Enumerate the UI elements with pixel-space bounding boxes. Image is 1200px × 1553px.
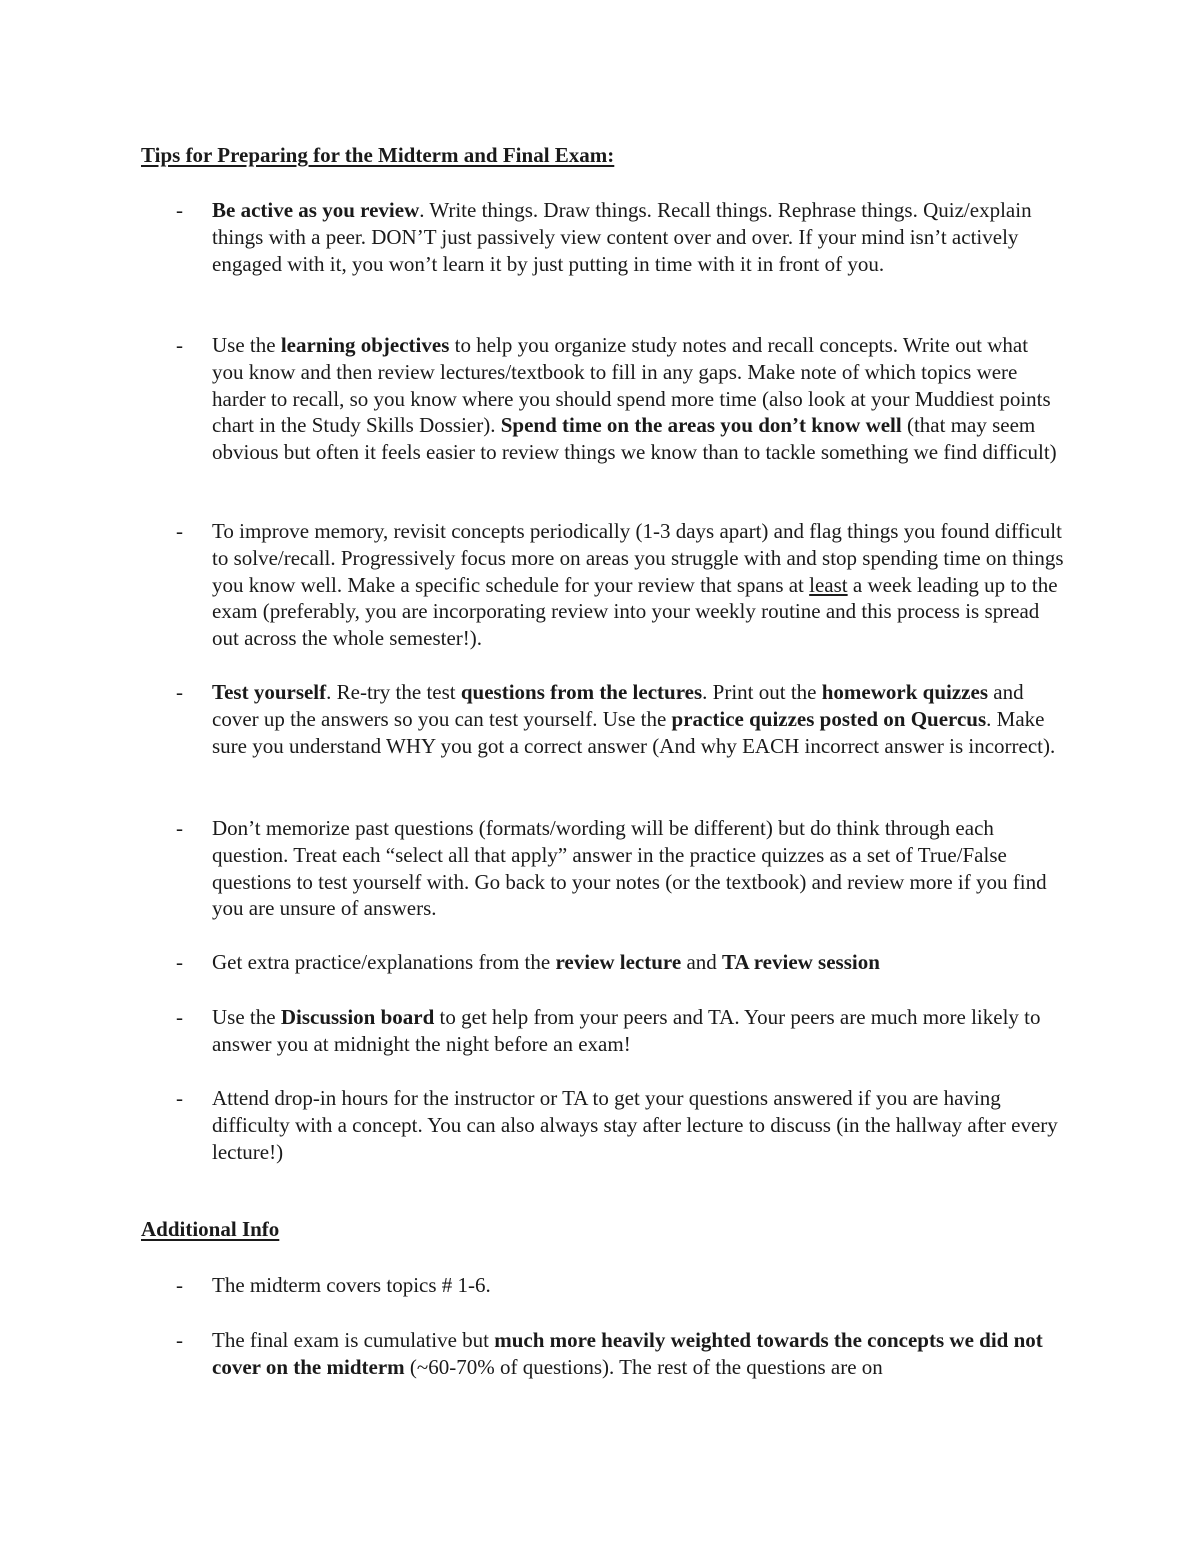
bullet-dash: -	[176, 1086, 183, 1110]
bold-text-run: practice quizzes posted on Quercus	[671, 706, 987, 731]
text-run: Attend drop-in hours for the instructor or TA to get your questions answered if you are having difficulty with a concept. You can also always stay after lecture to discuss (in the hallway after every lecture!)	[212, 1086, 1058, 1164]
list-item-text	[212, 815, 1064, 922]
bold-text-run: Spend time on the areas you don’t know well	[500, 413, 902, 438]
bullet-dash: -	[176, 816, 183, 840]
list-item-text	[212, 1327, 1064, 1381]
text-run: (~60-70% of questions). The rest of the questions are on	[404, 1354, 883, 1379]
text-run: (that may seem obvious but often it feels easier to review things we know than to tackle something we find difficult)	[212, 413, 1057, 465]
list-item-text	[212, 949, 1064, 976]
bold-text-run: much more heavily weighted towards the concepts we did not cover on the midterm	[212, 1328, 1043, 1379]
bullet-dash: -	[176, 198, 183, 222]
text-run: and	[681, 950, 723, 974]
text-run: a week leading up to the exam (preferably, you are incorporating review into your weekly routine and this process is spread out across the whole semester!).	[212, 572, 1058, 651]
bullet-dash: -	[176, 1273, 183, 1297]
text-run: . Print out the	[702, 680, 822, 704]
bold-text-run: Discussion board	[280, 1005, 435, 1029]
text-run: Don’t memorize past questions (formats/wording will be different) but do think through each question. Treat each “select all that apply” answer in the practice quizzes as a set of True/False questions to test yourself with. Go back to your notes (or the textbook) and review more if you find you are unsure of answers.	[212, 816, 1047, 921]
bold-text-run: learning objectives	[280, 333, 450, 357]
section-heading-tips: Tips for Preparing for the Midterm and Final Exam:	[141, 143, 615, 167]
bullet-dash: -	[176, 1328, 183, 1352]
text-run: Get extra practice/explanations from the	[212, 950, 556, 974]
text-run: Use the	[212, 333, 281, 357]
list-item-text	[212, 679, 1064, 759]
bullet-dash: -	[176, 950, 183, 974]
text-run: and cover up the answers so you can test yourself. Use the	[212, 680, 1024, 731]
section-heading-additional-info: Additional Info	[141, 1217, 280, 1241]
bullet-dash: -	[176, 333, 183, 357]
text-run: . Re-try the test	[326, 680, 461, 704]
bold-text-run: Be active as you review	[212, 198, 420, 222]
list-item-text	[212, 1004, 1064, 1058]
bold-text-run: Test yourself	[212, 680, 327, 704]
list-item-text	[212, 332, 1064, 466]
bullet-dash: -	[176, 519, 183, 543]
bold-text-run: review lecture	[555, 950, 682, 974]
list-item-text	[212, 518, 1064, 652]
text-run: . Write things. Draw things. Recall things. Rephrase things. Quiz/explain things with a peer. DON’T just passively view content over and over. If your mind isn’t actively engaged with it, you won’t learn it by just putting in time with it in front of you.	[212, 198, 1032, 276]
text-run: . Make sure you understand WHY you got a correct answer (And why EACH incorrect answer is incorrect).	[212, 706, 1056, 758]
text-run: To improve memory, revisit concepts periodically (1-3 days apart) and flag things you found difficult to solve/recall. Progressively focus more on areas you struggle with and stop spending time on things you know well. Make a specific schedule for your review that spans at	[212, 519, 1064, 597]
bullet-dash: -	[176, 1005, 183, 1029]
list-item-text	[212, 1085, 1064, 1165]
bold-text-run: TA review session	[722, 950, 880, 974]
text-run: The midterm covers topics # 1-6.	[212, 1273, 491, 1297]
text-run: Use the	[212, 1005, 281, 1029]
text-run: to get help from your peers and TA. Your peers are much more likely to answer you at midnight the night before an exam!	[212, 1005, 1041, 1056]
bullet-dash: -	[176, 680, 183, 704]
bold-text-run: homework quizzes	[821, 680, 988, 704]
text-run: The final exam is cumulative but	[212, 1328, 495, 1352]
list-item-text	[212, 197, 1064, 277]
text-run: to help you organize study notes and recall concepts. Write out what you know and then review lectures/textbook to fill in any gaps. Make note of which topics were harder to recall, so you know where you should spend more time (also look at your Muddiest points chart in the Study Skills Dossier).	[212, 333, 1051, 438]
list-item-text	[212, 1272, 1064, 1299]
underlined-text-run: least	[809, 572, 848, 597]
bold-text-run: questions from the lectures	[460, 680, 703, 704]
